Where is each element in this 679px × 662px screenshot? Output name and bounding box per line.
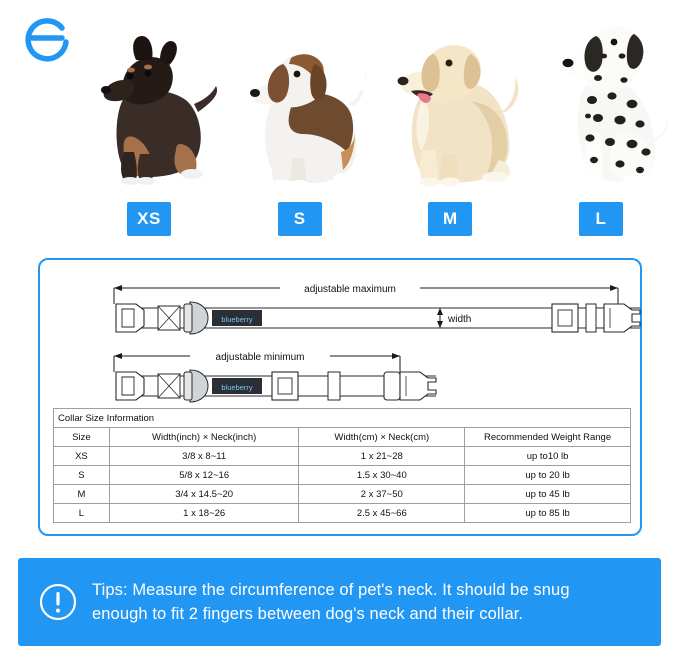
table-caption-row	[54, 409, 631, 428]
brand-logo-icon	[18, 8, 74, 64]
size-badge-l: L	[579, 202, 623, 236]
dog-image-m	[381, 0, 519, 192]
tips-text	[92, 578, 570, 626]
width-label: width	[448, 314, 472, 325]
cell-size: L	[54, 504, 110, 523]
size-table-wrapper	[53, 408, 631, 523]
cell-weight: up to 20 lb	[465, 466, 631, 485]
cell-cm: 1.5 x 30~40	[299, 466, 465, 485]
cell-inch: 3/4 x 14.5~20	[109, 485, 299, 504]
cell-inch: 3/8 x 8~11	[109, 447, 299, 466]
cell-weight: up to 45 lb	[465, 485, 631, 504]
dog-size-row	[80, 6, 670, 236]
table-caption: Collar Size Information	[54, 409, 631, 428]
cell-size: XS	[54, 447, 110, 466]
table-row	[54, 466, 631, 485]
cell-cm: 1 x 21~28	[299, 447, 465, 466]
tips-line-1: Tips: Measure the circumference of pet's neck. It should be snug	[92, 581, 570, 599]
adjustable-maximum-label: adjustable maximum	[304, 284, 396, 295]
cell-cm: 2 x 37~50	[299, 485, 465, 504]
dog-cell-s	[231, 2, 369, 236]
cell-size: M	[54, 485, 110, 504]
collar-size-table	[53, 408, 631, 523]
adjustable-minimum-label: adjustable minimum	[215, 352, 305, 363]
table-row	[54, 504, 631, 523]
cell-weight: up to10 lb	[465, 447, 631, 466]
size-badge-s: S	[278, 202, 322, 236]
tips-banner	[18, 558, 661, 646]
table-row	[54, 447, 631, 466]
cell-inch: 1 x 18~26	[109, 504, 299, 523]
dog-image-s	[231, 2, 369, 192]
cell-inch: 5/8 x 12~16	[109, 466, 299, 485]
size-badge-m: M	[428, 202, 472, 236]
cell-cm: 2.5 x 45~66	[299, 504, 465, 523]
header-cm: Width(cm) × Neck(cm)	[299, 428, 465, 447]
cell-weight: up to 85 lb	[465, 504, 631, 523]
table-header-row	[54, 428, 631, 447]
header-size: Size	[54, 428, 110, 447]
cell-size: S	[54, 466, 110, 485]
collar-diagram	[40, 260, 644, 410]
dog-cell-xs	[80, 2, 218, 236]
collar-brand-label: blueberry	[221, 315, 253, 324]
dog-image-xs	[80, 2, 218, 192]
header-inch: Width(inch) × Neck(inch)	[109, 428, 299, 447]
exclamation-circle-icon	[38, 582, 78, 622]
dog-cell-l	[532, 0, 670, 236]
dog-image-l	[532, 0, 670, 192]
svg-text:blueberry: blueberry	[221, 383, 253, 392]
size-badge-xs: XS	[127, 202, 171, 236]
tips-line-2: enough to fit 2 fingers between dog's neck and their collar.	[92, 605, 524, 623]
dog-cell-m	[381, 0, 519, 236]
header-weight: Recommended Weight Range	[465, 428, 631, 447]
table-row	[54, 485, 631, 504]
collar-diagram-panel	[38, 258, 642, 536]
